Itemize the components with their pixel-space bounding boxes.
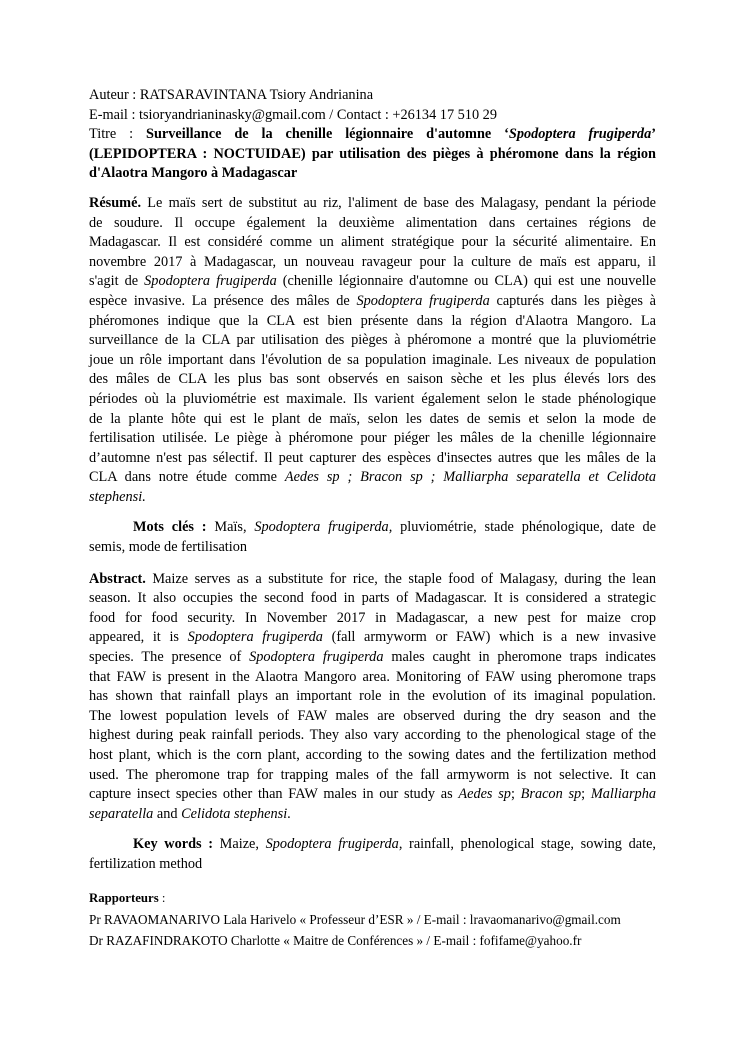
- resume-text: capturés dans les pièges à: [489, 292, 656, 309]
- species-name: Spodoptera frugiperda: [144, 273, 277, 290]
- key-words-text: Maize,: [213, 836, 266, 853]
- abstract-line: has shown that rainfall plays an important role in the evolution of its imaginal population.: [89, 688, 656, 705]
- resume-line: périodes où la pluviométrie est maximale. Ils varient également selon le stade phénologique: [89, 390, 656, 407]
- rapporteurs-label: Rapporteurs: [89, 890, 159, 905]
- abstract-line: food for food security. In November 2017 in Madagascar, a new pest for maize crop: [89, 609, 656, 626]
- mots-cles-line: semis, mode de fertilisation: [89, 539, 248, 556]
- resume-line: [89, 292, 656, 312]
- abstract-line: used. The pheromone trap for trapping males of the fall armyworm is not selective. It can: [89, 766, 656, 783]
- resume-label: Résumé.: [89, 194, 142, 211]
- title-species: Spodoptera frugiperda: [508, 126, 652, 143]
- title-line-3: [89, 164, 656, 184]
- abstract-line: host plant, which is the corn plant, according to the sowing dates and the fertilization method: [89, 747, 656, 763]
- species-name: Celidota stephensi: [181, 805, 288, 822]
- abstract-line: highest during peak rainfall periods. They also vary according to the phenological stage of the: [89, 727, 656, 744]
- abstract-text: ;: [581, 786, 591, 803]
- abstract-text: capture insect species other than FAW males in our study as: [89, 786, 459, 803]
- mots-cles-text: pluviométrie, stade phénologique, date de: [392, 519, 656, 536]
- resume-line: surveillance de la CLA par utilisation des pièges à phéromone a montré que la pluviométrie: [89, 332, 656, 349]
- title-line-2-text: (LEPIDOPTERA : NOCTUIDAE) par utilisation des pièges à phéromone dans la région: [89, 145, 656, 162]
- species-name: stephensi.: [89, 488, 146, 505]
- rapporteur-1: Pr RAVAOMANARIVO Lala Harivelo « Professeur d’ESR » / E-mail : lravaomanarivo@gmail.com: [89, 911, 621, 927]
- title-part-2: ’: [651, 126, 656, 143]
- resume-line: novembre 2017 à Madagascar, un nouveau ravageur pour la culture de maïs est apparu, il: [89, 253, 656, 270]
- abstract-line: that FAW is present in the Alaotra Mangoro area. Monitoring of FAW using pheromone traps: [89, 668, 656, 685]
- title-label: Titre :: [89, 126, 146, 143]
- mots-cles-paragraph: [89, 518, 656, 557]
- rapporteur-2: Dr RAZAFINDRAKOTO Charlotte « Maitre de Conférences » / E-mail : fofifame@yahoo.fr: [89, 932, 582, 948]
- abstract-text: Maize serves as a substitute for rice, the staple food of Malagasy, during the lean: [145, 570, 656, 587]
- document-page: [89, 86, 656, 951]
- resume-text: s'agit de: [89, 273, 145, 290]
- abstract-line: [89, 570, 656, 590]
- header-block: [89, 86, 656, 184]
- resume-line: des mâles de CLA les plus bas sont observés en saison sèche et les plus élevés lors des: [89, 371, 656, 388]
- resume-line: Madagascar. Il est considéré comme un aliment stratégique pour la sécurité alimentaire. En: [89, 234, 656, 251]
- species-name: Spodoptera frugiperda: [265, 836, 399, 853]
- abstract-line: [89, 648, 656, 668]
- abstract-line: [89, 805, 656, 825]
- abstract-line: [89, 785, 656, 805]
- contact-line: E-mail : tsioryandrianinasky@gmail.com / Contact : +26134 17 510 29: [89, 106, 497, 123]
- abstract-line: season. It also occupies the second food in parts of Madagascar. It is considered a strategic: [89, 590, 656, 607]
- species-name: separatella: [89, 805, 154, 822]
- resume-text: Le maïs sert de substitut au riz, l'aliment de base des Malagasy, pendant la période: [141, 194, 656, 211]
- abstract-line: [89, 628, 656, 648]
- species-name: Malliarpha: [590, 786, 657, 803]
- abstract-text: males caught in pheromone traps indicates: [383, 649, 656, 666]
- title-line-3-text: d'Alaotra Mangoro à Madagascar: [89, 165, 298, 182]
- key-words-paragraph: [89, 835, 656, 874]
- abstract-text: ;: [510, 786, 521, 803]
- species-name: Aedes sp: [458, 786, 511, 803]
- rapporteurs-sep: :: [158, 890, 166, 905]
- mots-cles-text: Maïs,: [206, 519, 255, 536]
- title-line-2: [89, 145, 656, 165]
- title-part-1: Surveillance de la chenille légionnaire d'automne ‘: [146, 126, 509, 143]
- species-name: Spodoptera frugiperda,: [254, 519, 393, 536]
- key-words-line: [89, 835, 656, 855]
- key-words-text: , rainfall, phenological stage, sowing date,: [398, 836, 656, 853]
- abstract-label: Abstract.: [89, 570, 146, 587]
- resume-line: fertilisation utilisée. Le piège à phéromone pour piéger les mâles de la chenille légionnaire: [89, 430, 656, 447]
- resume-line: de soudure. Il occupe également la deuxième alimentation dans certaines régions de: [89, 214, 656, 231]
- abstract-text: species. The presence of: [89, 649, 250, 666]
- resume-line: [89, 468, 656, 488]
- species-name: Aedes sp ; Bracon sp ; Malliarpha separatella et Celidota: [284, 469, 656, 486]
- abstract-text: appeared, it is: [89, 629, 188, 646]
- resume-text: (chenille légionnaire d'automne ou CLA) qui est une nouvelle: [276, 273, 656, 290]
- abstract-text: .: [287, 805, 291, 822]
- mots-cles-line: [89, 518, 656, 538]
- key-words-label: Key words :: [133, 836, 214, 853]
- author-line: Auteur : RATSARAVINTANA Tsiory Andrianina: [89, 87, 374, 103]
- resume-line: [89, 194, 656, 214]
- resume-line: [89, 488, 656, 508]
- resume-paragraph: [89, 194, 656, 508]
- species-name: Spodoptera frugiperda: [187, 629, 323, 646]
- rapporteurs-heading: [89, 888, 656, 909]
- rapporteurs-block: [89, 888, 656, 951]
- resume-line: phéromones indique que la CLA est bien présente dans la région d'Alaotra Mangoro. La: [89, 312, 656, 329]
- abstract-paragraph: [89, 570, 656, 825]
- resume-line: joue un rôle important dans l'évolution de sa population imaginale. Les niveaux de population: [89, 351, 656, 368]
- resume-line: [89, 272, 656, 292]
- species-name: Spodoptera frugiperda: [356, 292, 490, 309]
- abstract-line: The lowest population levels of FAW males are observed during the dry season and the: [89, 707, 656, 724]
- resume-line: d’automne n'est pas sélectif. Il peut capturer des espèces d'insectes autres que les mâles de la: [89, 449, 656, 466]
- resume-line: de la plante hôte qui est le plant de maïs, selon les dates de semis et selon la mode de: [89, 410, 656, 427]
- abstract-text: and: [153, 805, 182, 822]
- mots-cles-label: Mots clés :: [133, 519, 207, 536]
- abstract-text: (fall armyworm or FAW) which is a new invasive: [322, 629, 657, 646]
- title-line-1: [89, 125, 656, 145]
- resume-text: CLA dans notre étude comme: [89, 469, 285, 486]
- key-words-line: fertilization method: [89, 855, 203, 872]
- species-name: Spodoptera frugiperda: [249, 649, 384, 666]
- species-name: Bracon sp: [520, 786, 582, 803]
- resume-text: espèce invasive. La présence des mâles de: [89, 292, 357, 309]
